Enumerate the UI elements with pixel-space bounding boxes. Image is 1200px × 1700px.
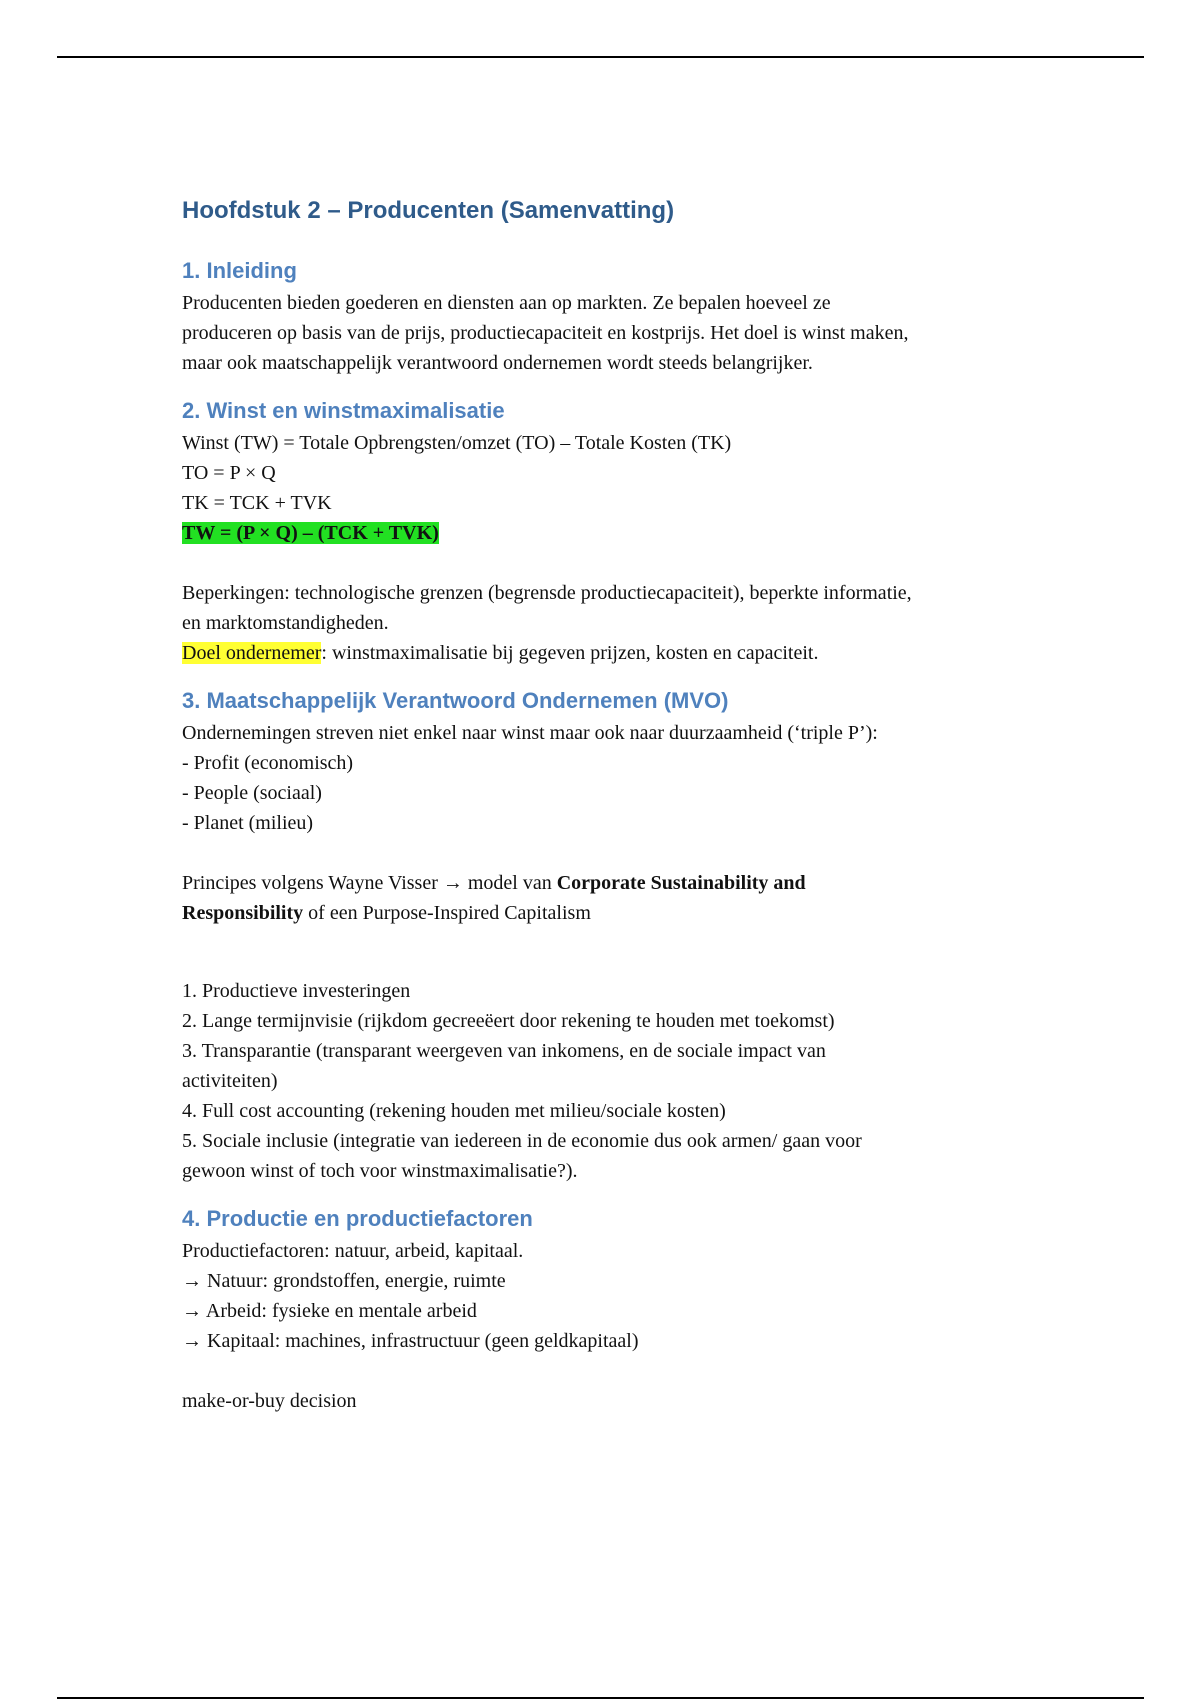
visser-bold: Responsibility: [182, 902, 304, 924]
principle-item: activiteiten): [182, 1070, 278, 1092]
document-body: [182, 194, 1082, 1434]
visser-bold: Corporate Sustainability and: [556, 872, 806, 894]
section-heading: 1. Inleiding: [182, 258, 297, 283]
visser-prefix: Principes volgens Wayne Visser → model van: [182, 872, 557, 894]
make-or-buy: make-or-buy decision: [182, 1390, 357, 1412]
spacer: [182, 928, 1082, 976]
paragraph-line: maar ook maatschappelijk verantwoord ondernemen wordt steeds belangrijker.: [182, 352, 813, 374]
section-productie: [182, 1204, 1082, 1416]
section-mvo: [182, 686, 1082, 1186]
goal-line: [182, 638, 1082, 668]
section-heading: 2. Winst en winstmaximalisatie: [182, 398, 505, 423]
visser-suffix: of een Purpose-Inspired Capitalism: [303, 902, 591, 924]
section-heading: 4. Productie en productiefactoren: [182, 1206, 533, 1231]
limits-line: en marktomstandigheden.: [182, 612, 389, 634]
factor-line: Productiefactoren: natuur, arbeid, kapitaal.: [182, 1240, 524, 1262]
paragraph-line: Producenten bieden goederen en diensten aan op markten. Ze bepalen hoeveel ze: [182, 292, 831, 314]
spacer: [182, 838, 1082, 868]
formula-winst: Winst (TW) = Totale Opbrengsten/omzet (TO) – Totale Kosten (TK): [182, 432, 732, 454]
formula-tw-highlight: TW = (P × Q) – (TCK + TVK): [182, 522, 439, 544]
visser-line: [182, 898, 1082, 928]
goal-text: : winstmaximalisatie bij gegeven prijzen, kosten en capaciteit.: [321, 642, 819, 664]
spacer: [182, 548, 1082, 578]
formula-to: TO = P × Q: [182, 462, 276, 484]
spacer: [182, 1356, 1082, 1386]
section-winst: [182, 396, 1082, 668]
paragraph-line: produceren op basis van de prijs, productiecapaciteit en kostprijs. Het doel is winst maken,: [182, 322, 909, 344]
section-heading: 3. Maatschappelijk Verantwoord Ondernemen (MVO): [182, 688, 729, 713]
visser-line: [182, 868, 1082, 898]
formula-tk: TK = TCK + TVK: [182, 492, 332, 514]
footer-rule: [57, 1697, 1144, 1699]
factor-line: → Arbeid: fysieke en mentale arbeid: [182, 1300, 477, 1322]
principle-item: 2. Lange termijnvisie (rijkdom gecreeëert door rekening te houden met toekomst): [182, 1010, 835, 1032]
principle-item: 1. Productieve investeringen: [182, 980, 411, 1002]
goal-label-highlight: Doel ondernemer: [182, 642, 322, 664]
formula-tw-line: [182, 518, 1082, 548]
document-title: Hoofdstuk 2 – Producenten (Samenvatting): [182, 197, 675, 224]
principle-item: 3. Transparantie (transparant weergeven van inkomens, en de sociale impact van: [182, 1040, 826, 1062]
limits-line: Beperkingen: technologische grenzen (begrensde productiecapaciteit), beperkte informatie,: [182, 582, 912, 604]
list-item: - Profit (economisch): [182, 752, 354, 774]
factor-line: → Natuur: grondstoffen, energie, ruimte: [182, 1270, 506, 1292]
section-inleiding: [182, 256, 1082, 378]
principle-item: 5. Sociale inclusie (integratie van iedereen in de economie dus ook armen/ gaan voor: [182, 1130, 862, 1152]
principle-item: 4. Full cost accounting (rekening houden met milieu/sociale kosten): [182, 1100, 726, 1122]
factor-line: → Kapitaal: machines, infrastructuur (geen geldkapitaal): [182, 1330, 639, 1352]
header-rule: [57, 56, 1144, 58]
list-item: - People (sociaal): [182, 782, 322, 804]
mvo-intro: Ondernemingen streven niet enkel naar winst maar ook naar duurzaamheid (‘triple P’):: [182, 722, 878, 744]
list-item: - Planet (milieu): [182, 812, 314, 834]
principle-item: gewoon winst of toch voor winstmaximalisatie?).: [182, 1160, 578, 1182]
